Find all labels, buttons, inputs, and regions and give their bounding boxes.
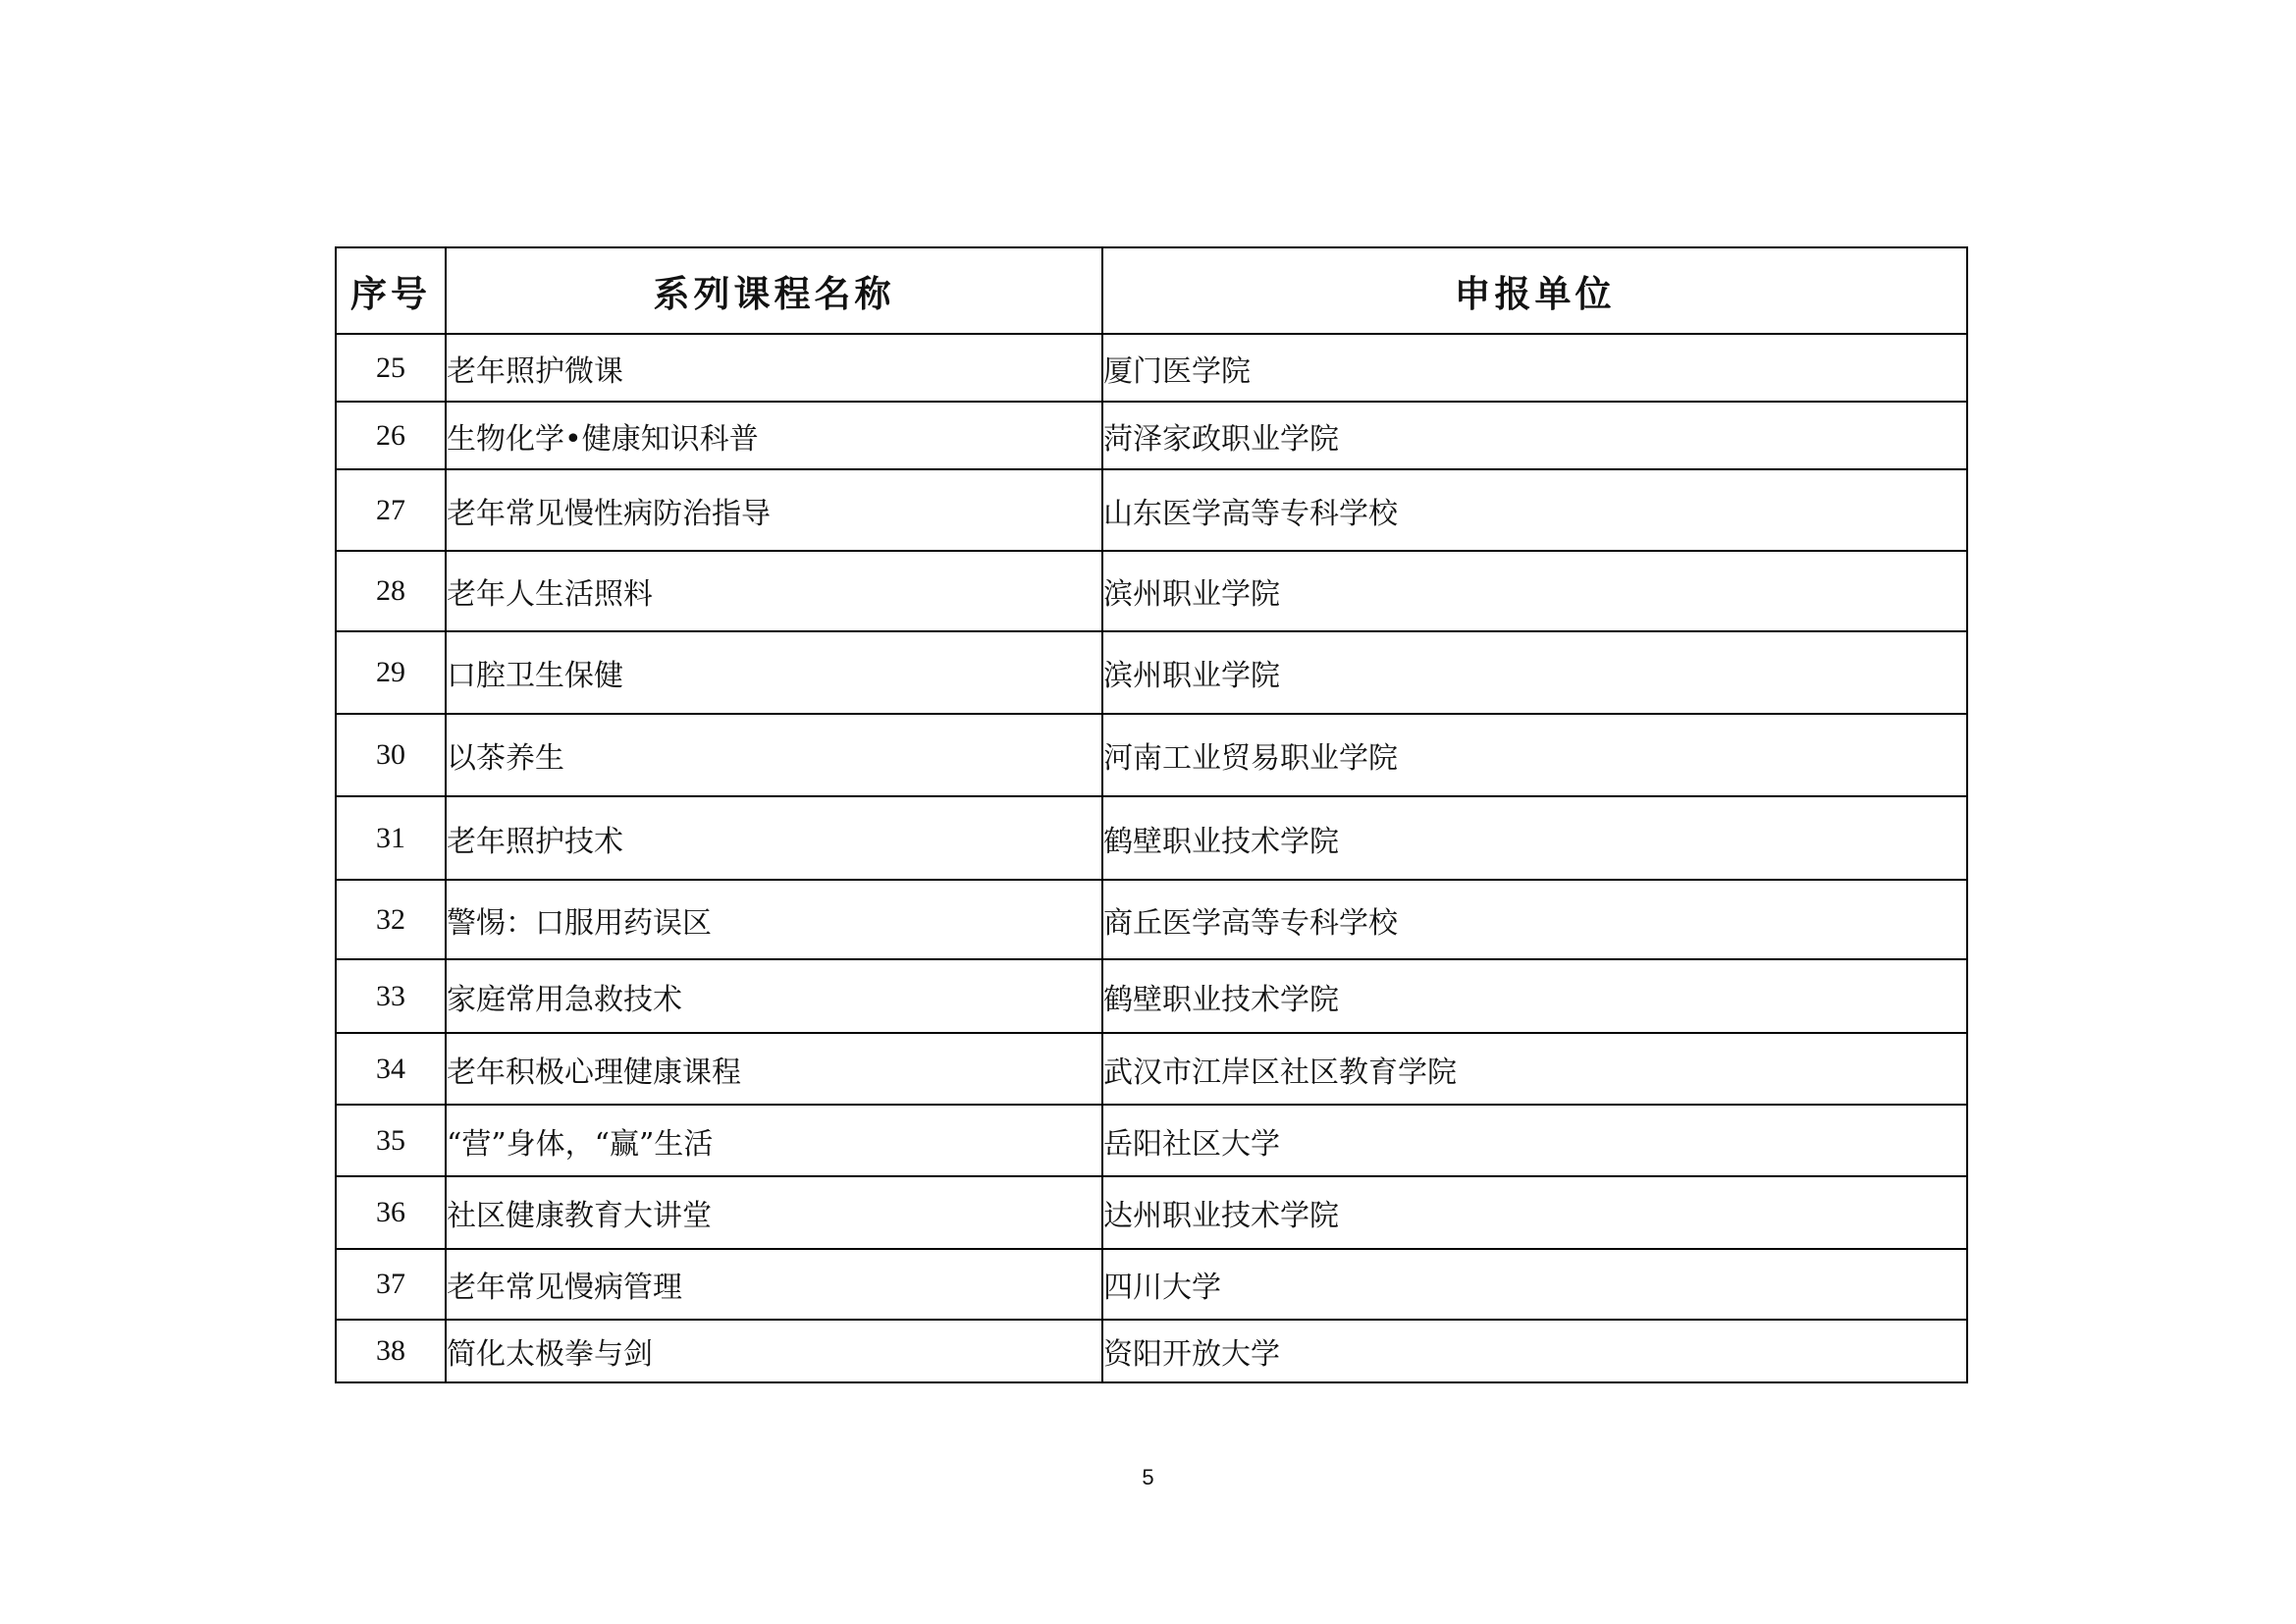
applicant-unit: 达州职业技术学院	[1102, 1176, 1967, 1249]
header-course-name: 系列课程名称	[446, 247, 1102, 334]
row-index: 38	[336, 1320, 446, 1382]
table-row	[336, 1033, 1967, 1105]
page-number: 5	[1142, 1465, 1154, 1489]
row-index: 29	[336, 631, 446, 714]
row-index: 30	[336, 714, 446, 796]
course-name: “营”身体，“赢”生活	[446, 1105, 1102, 1176]
applicant-unit: 岳阳社区大学	[1102, 1105, 1967, 1176]
course-table	[335, 246, 1968, 1383]
table-row	[336, 959, 1967, 1033]
course-name: 老年常见慢病管理	[446, 1249, 1102, 1320]
applicant-unit: 鹤壁职业技术学院	[1102, 959, 1967, 1033]
course-name: 警惕：口服用药误区	[446, 880, 1102, 959]
course-name: 生物化学•健康知识科普	[446, 402, 1102, 469]
course-name: 老年照护微课	[446, 334, 1102, 402]
course-name: 老年常见慢性病防治指导	[446, 469, 1102, 551]
table-row	[336, 631, 1967, 714]
row-index: 27	[336, 469, 446, 551]
applicant-unit: 山东医学高等专科学校	[1102, 469, 1967, 551]
row-index: 35	[336, 1105, 446, 1176]
applicant-unit: 菏泽家政职业学院	[1102, 402, 1967, 469]
applicant-unit: 四川大学	[1102, 1249, 1967, 1320]
row-index: 37	[336, 1249, 446, 1320]
table-row	[336, 1249, 1967, 1320]
applicant-unit: 商丘医学高等专科学校	[1102, 880, 1967, 959]
row-index: 33	[336, 959, 446, 1033]
table-row	[336, 334, 1967, 402]
course-name: 老年人生活照料	[446, 551, 1102, 631]
row-index: 32	[336, 880, 446, 959]
table-row	[336, 1105, 1967, 1176]
applicant-unit: 武汉市江岸区社区教育学院	[1102, 1033, 1967, 1105]
table-row	[336, 469, 1967, 551]
table-row	[336, 714, 1967, 796]
course-name: 口腔卫生保健	[446, 631, 1102, 714]
course-name: 老年积极心理健康课程	[446, 1033, 1102, 1105]
table-row	[336, 1320, 1967, 1382]
course-name: 老年照护技术	[446, 796, 1102, 880]
table-row	[336, 1176, 1967, 1249]
row-index: 36	[336, 1176, 446, 1249]
table-row	[336, 402, 1967, 469]
row-index: 28	[336, 551, 446, 631]
applicant-unit: 资阳开放大学	[1102, 1320, 1967, 1382]
table-row	[336, 551, 1967, 631]
course-name: 社区健康教育大讲堂	[446, 1176, 1102, 1249]
header-index: 序号	[336, 247, 446, 334]
course-name: 简化太极拳与剑	[446, 1320, 1102, 1382]
header-applicant-unit: 申报单位	[1102, 247, 1967, 334]
course-name: 以茶养生	[446, 714, 1102, 796]
applicant-unit: 滨州职业学院	[1102, 631, 1967, 714]
table-header-row	[336, 247, 1967, 334]
applicant-unit: 鹤壁职业技术学院	[1102, 796, 1967, 880]
row-index: 25	[336, 334, 446, 402]
applicant-unit: 河南工业贸易职业学院	[1102, 714, 1967, 796]
table-row	[336, 796, 1967, 880]
table-row	[336, 880, 1967, 959]
row-index: 26	[336, 402, 446, 469]
course-name: 家庭常用急救技术	[446, 959, 1102, 1033]
applicant-unit: 厦门医学院	[1102, 334, 1967, 402]
applicant-unit: 滨州职业学院	[1102, 551, 1967, 631]
row-index: 34	[336, 1033, 446, 1105]
row-index: 31	[336, 796, 446, 880]
